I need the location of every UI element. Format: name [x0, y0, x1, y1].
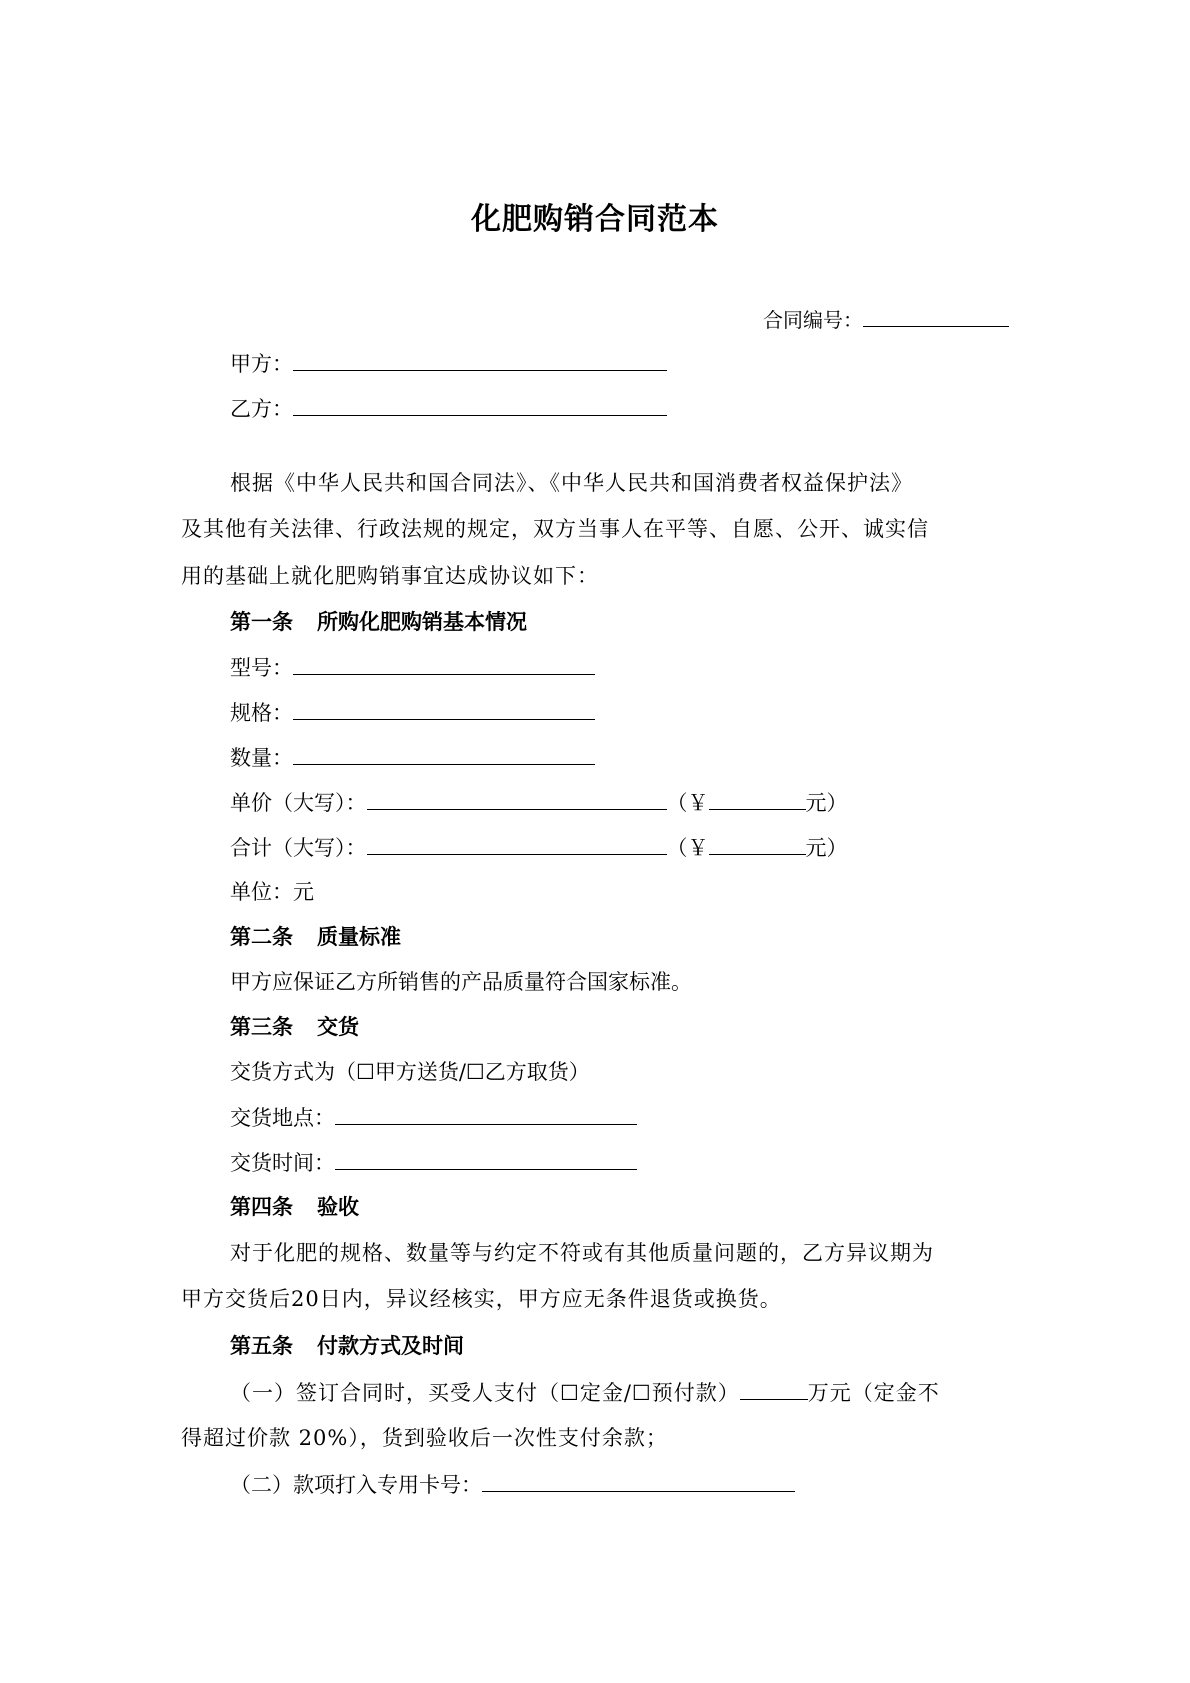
delivery-place-label: 交货地点： — [230, 1106, 335, 1130]
party-a-label: 甲方： — [230, 352, 293, 376]
article-2-heading — [230, 922, 401, 952]
party-a-row — [230, 348, 667, 379]
contract-number-blank[interactable] — [863, 304, 1009, 327]
total-label: 合计（大写）： — [230, 836, 367, 860]
unit-row: 单位：元 — [230, 880, 314, 904]
total-yuan-open: （￥ — [666, 836, 709, 860]
spec-row — [230, 697, 595, 728]
unit-price-label: 单价（大写）： — [230, 791, 367, 815]
quantity-label: 数量： — [230, 746, 293, 770]
party-a-blank[interactable] — [293, 348, 667, 371]
delivery-time-row — [230, 1147, 637, 1178]
total-number-blank[interactable] — [709, 832, 806, 855]
contract-number-label: 合同编号： — [763, 308, 863, 332]
party-b-label: 乙方： — [230, 397, 293, 421]
unit-price-words-blank[interactable] — [367, 787, 667, 810]
article-1-heading — [230, 607, 527, 637]
model-label: 型号： — [230, 656, 293, 680]
unit-price-number-blank[interactable] — [709, 787, 806, 810]
delivery-time-blank[interactable] — [335, 1147, 637, 1170]
total-words-blank[interactable] — [367, 832, 667, 855]
article-3-title: 交货 — [317, 1015, 359, 1039]
quantity-row — [230, 742, 595, 773]
payment-line-1 — [230, 1377, 940, 1408]
total-row — [230, 832, 848, 863]
spec-blank[interactable] — [293, 697, 595, 720]
acceptance-line-1: 对于化肥的规格、数量等与约定不符或有其他质量问题的，乙方异议期为 — [230, 1241, 934, 1265]
model-blank[interactable] — [293, 652, 595, 675]
delivery-time-label: 交货时间： — [230, 1151, 335, 1175]
acceptance-line-2: 甲方交货后20日内，异议经核实，甲方应无条件退货或换货。 — [181, 1287, 782, 1311]
model-row — [230, 652, 595, 683]
article-3-heading — [230, 1012, 359, 1042]
document-title: 化肥购销合同范本 — [471, 202, 719, 237]
payment-line-2: 得超过价款 20%），货到验收后一次性支付余款； — [181, 1426, 668, 1450]
article-5-heading — [230, 1331, 464, 1361]
total-yuan-close: 元） — [805, 836, 848, 860]
preamble-line-3: 用的基础上就化肥购销事宜达成协议如下： — [181, 564, 599, 588]
delivery-method-row: 交货方式为（☐甲方送货/☐乙方取货） — [230, 1060, 590, 1084]
article-1-number: 第一条 — [230, 610, 293, 634]
contract-number-row — [763, 304, 1009, 335]
unit-price-row — [230, 787, 848, 818]
payment-line-1-text-a: （一）签订合同时，买受人支付（☐定金/☐预付款） — [230, 1381, 740, 1405]
article-2-number: 第二条 — [230, 925, 293, 949]
quality-text: 甲方应保证乙方所销售的产品质量符合国家标准。 — [230, 970, 692, 994]
preamble-line-2: 及其他有关法律、行政法规的规定，双方当事人在平等、自愿、公开、诚实信 — [181, 517, 929, 541]
article-5-title: 付款方式及时间 — [317, 1334, 464, 1358]
card-number-row — [230, 1469, 795, 1500]
preamble-line-1: 根据《中华人民共和国合同法》、《中华人民共和国消费者权益保护法》 — [230, 471, 913, 495]
unit-price-yuan-close: 元） — [805, 791, 848, 815]
quantity-blank[interactable] — [293, 742, 595, 765]
article-3-number: 第三条 — [230, 1015, 293, 1039]
delivery-place-row — [230, 1102, 637, 1133]
party-b-blank[interactable] — [293, 393, 667, 416]
delivery-place-blank[interactable] — [335, 1102, 637, 1125]
article-4-number: 第四条 — [230, 1195, 293, 1219]
deposit-amount-blank[interactable] — [740, 1377, 808, 1400]
article-5-number: 第五条 — [230, 1334, 293, 1358]
unit-price-yuan-open: （￥ — [666, 791, 709, 815]
card-number-label: （二）款项打入专用卡号： — [230, 1473, 482, 1497]
article-2-title: 质量标准 — [317, 925, 401, 949]
card-number-blank[interactable] — [482, 1469, 795, 1492]
article-1-title: 所购化肥购销基本情况 — [317, 610, 527, 634]
article-4-heading — [230, 1192, 359, 1222]
article-4-title: 验收 — [317, 1195, 359, 1219]
spec-label: 规格： — [230, 701, 293, 725]
payment-line-1-text-b: 万元（定金不 — [807, 1381, 940, 1405]
party-b-row — [230, 393, 667, 424]
